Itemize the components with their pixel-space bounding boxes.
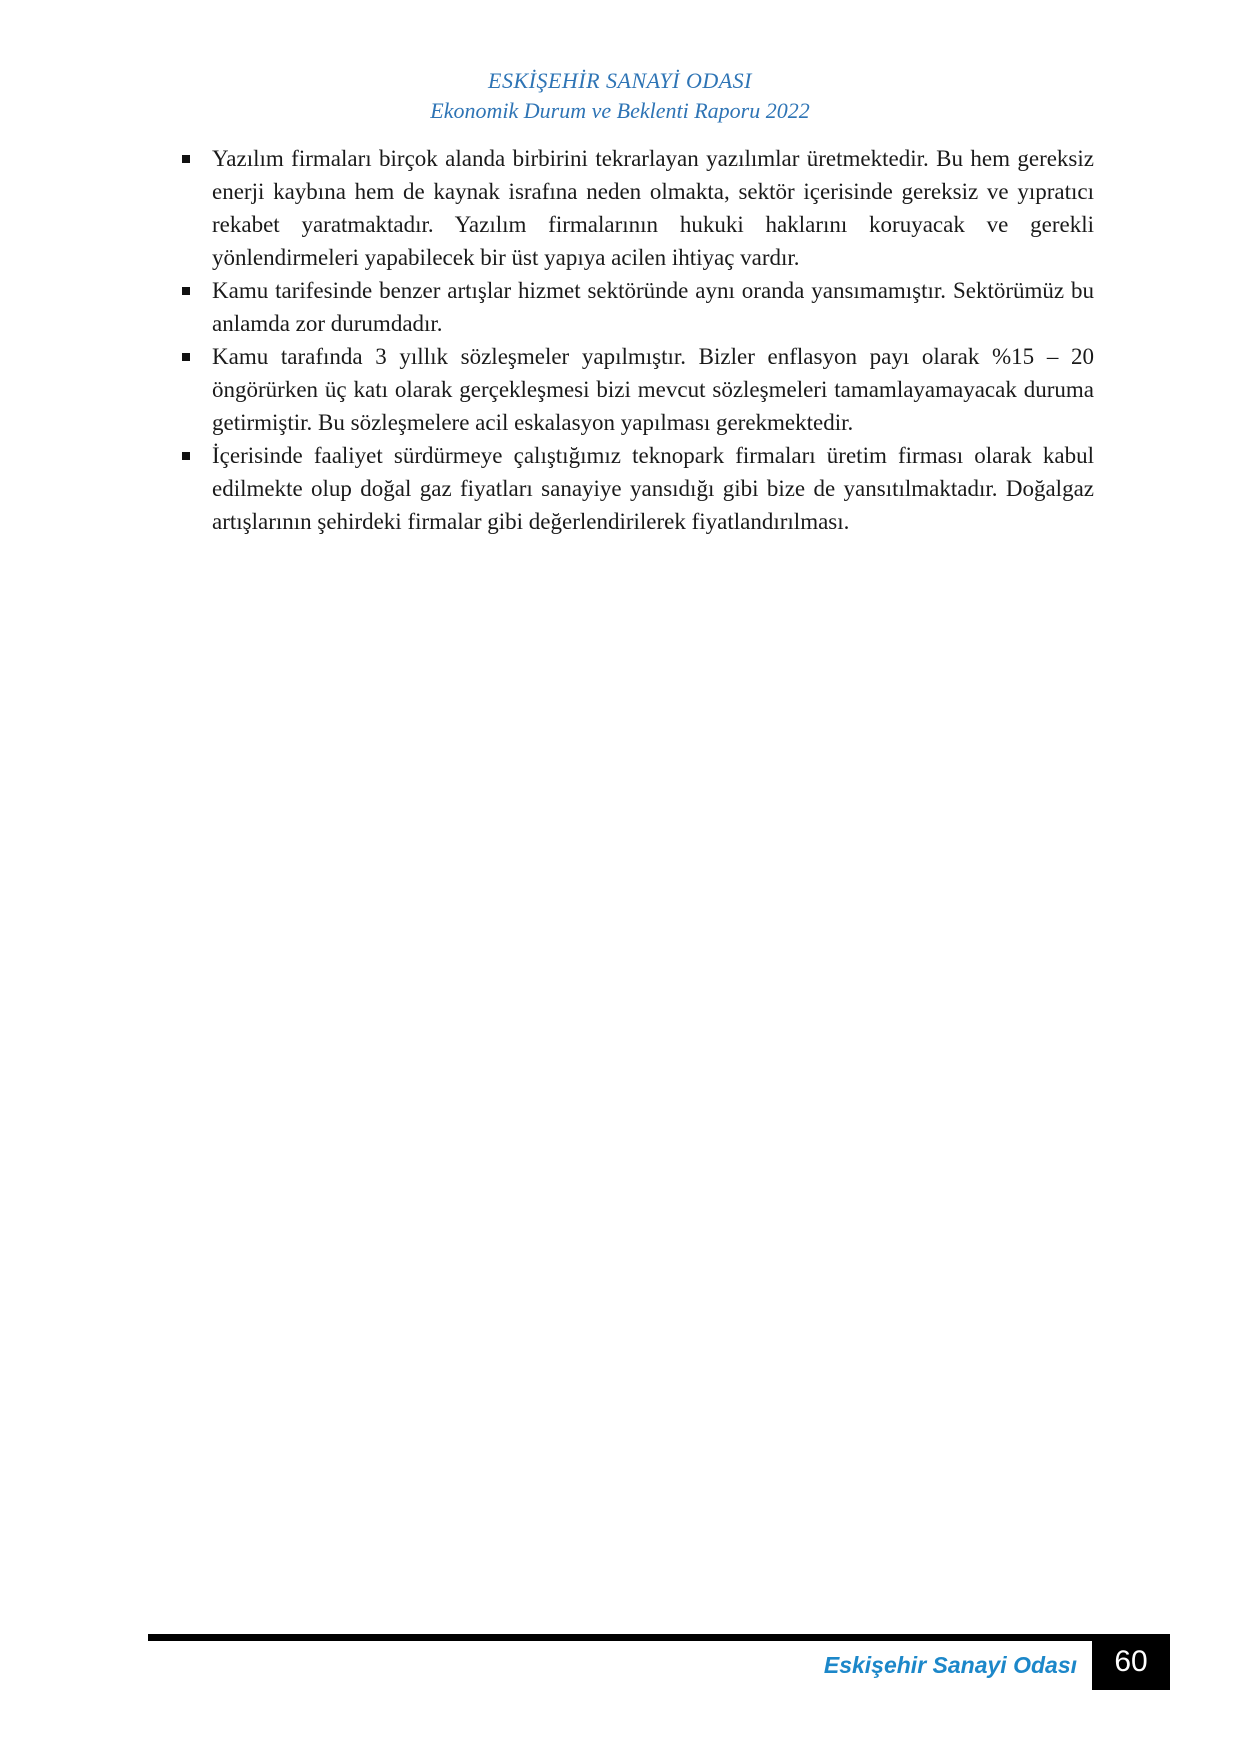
bullet-text: Kamu tarafında 3 yıllık sözleşmeler yapılmıştır. Bizler enflasyon payı olarak %15 – 20 öngörürken üç katı olarak gerçekleşmesi bizi mevcut sözleşmeleri tamamlayamayacak duruma getirmiştir. Bu sözleşmelere acil eskalasyon yapılması gerekmektedir.: [212, 344, 1094, 435]
bullet-square-icon: [182, 287, 190, 295]
bullet-text: İçerisinde faaliyet sürdürmeye çalıştığımız teknopark firmaları üretim firması olarak kabul edilmekte olup doğal gaz fiyatları sanayiye yansıdığı gibi bize de yansıtılmaktadır. Doğalgaz artışlarının şehirdeki firmalar gibi değerlendirilerek fiyatlandırılması.: [212, 443, 1094, 534]
bullet-text: Kamu tarifesinde benzer artışlar hizmet sektöründe aynı oranda yansımamıştır. Sektörümüz bu anlamda zor durumdadır.: [212, 278, 1094, 336]
report-org-title: ESKİŞEHİR SANAYİ ODASI: [488, 68, 752, 93]
page-number-badge: [1092, 1634, 1170, 1690]
bullet-item: [212, 274, 1094, 340]
footer-divider: [148, 1634, 1170, 1641]
bullet-item: [212, 340, 1094, 439]
document-header: [0, 66, 1240, 126]
bullet-list: [212, 142, 1094, 538]
bullet-square-icon: [182, 155, 190, 163]
footer-org-name: Eskişehir Sanayi Odası: [823, 1652, 1077, 1678]
bullet-text: Yazılım firmaları birçok alanda birbirini tekrarlayan yazılımlar üretmektedir. Bu hem gereksiz enerji kaybına hem de kaynak israfına neden olmakta, sektör içerisinde gereksiz ve yıpratıcı rekabet yaratmaktadır. Yazılım firmalarının hukuki haklarını koruyacak ve gerekli yönlendirmeleri yapabilecek bir üst yapıya acilen ihtiyaç vardır.: [212, 146, 1094, 270]
page-number: 60: [1114, 1645, 1148, 1678]
report-subtitle: Ekonomik Durum ve Beklenti Raporu 2022: [430, 98, 810, 123]
bullet-square-icon: [182, 353, 190, 361]
bullet-item: [212, 142, 1094, 274]
bullet-square-icon: [182, 452, 190, 460]
bullet-item: [212, 439, 1094, 538]
document-body: [212, 142, 1094, 538]
